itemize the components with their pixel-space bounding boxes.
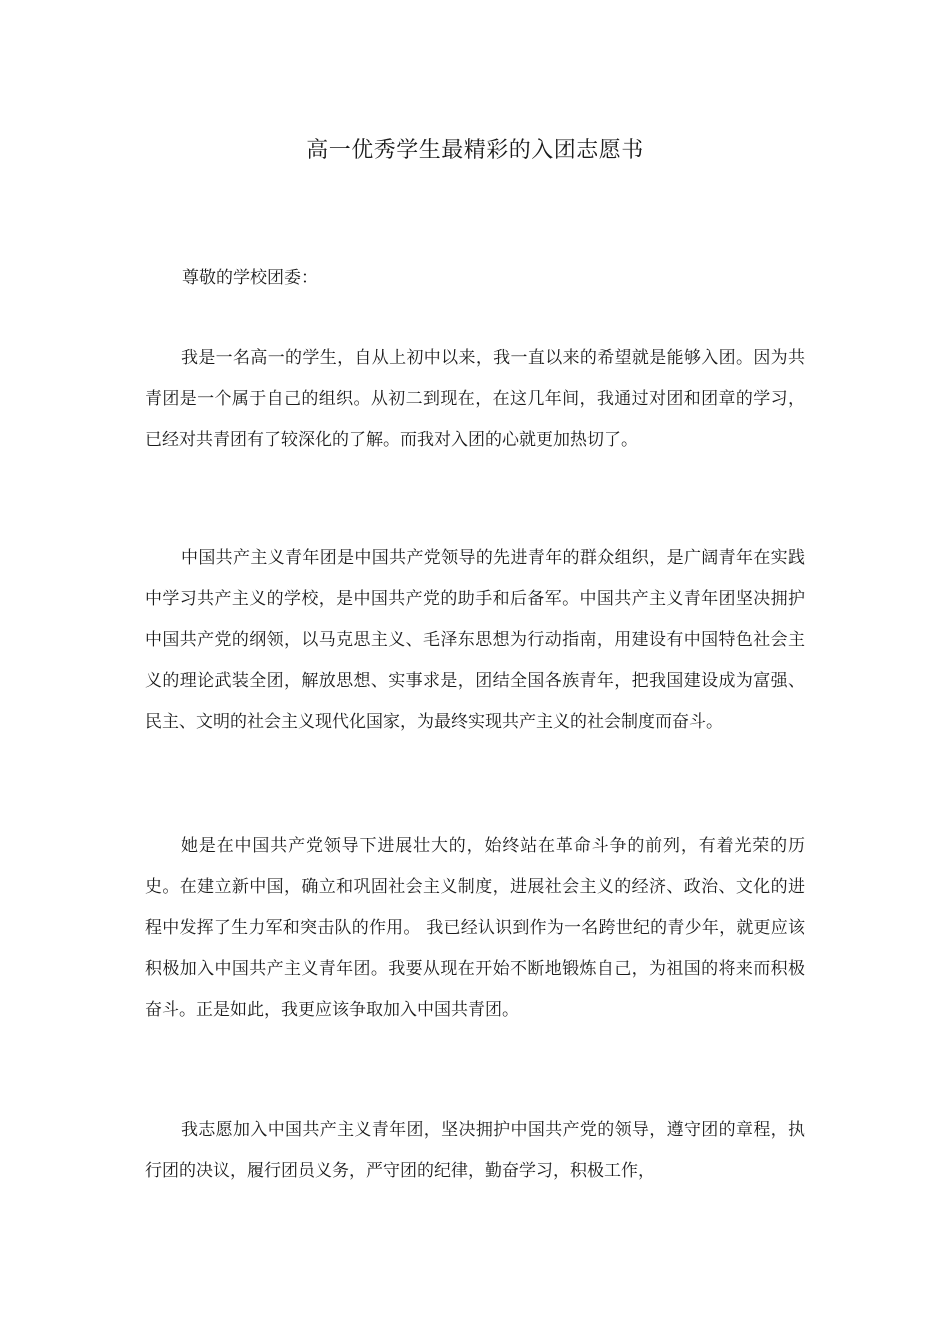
paragraph-4: 我志愿加入中国共产主义青年团，坚决拥护中国共产党的领导，遵守团的章程，执行团的决议，履行团员义务，严守团的纪律，勤奋学习，积极工作， bbox=[145, 1120, 805, 1181]
paragraph-1: 我是一名高一的学生，自从上初中以来，我一直以来的希望就是能够入团。因为共青团是一个属于自己的组织。从初二到现在，在这几年间，我通过对团和团章的学习，已经对共青团有了较深化的了解。而我对入团的心就更加热切了。 bbox=[145, 348, 805, 450]
document-title: 高一优秀学生最精彩的入团志愿书 bbox=[306, 138, 644, 163]
paragraph-2: 中国共产主义青年团是中国共产党领导的先进青年的群众组织，是广阔青年在实践中学习共产主义的学校，是中国共产党的助手和后备军。中国共产主义青年团坚决拥护中国共产党的纲领，以马克思主义、毛泽东思想为行动指南，用建设有中国特色社会主义的理论武装全团，解放思想、实事求是，团结全国各族青年，把我国建设成为富强、民主、文明的社会主义现代化国家，为最终实现共产主义的社会制度而奋斗。 bbox=[145, 548, 805, 732]
salutation: 尊敬的学校团委： bbox=[182, 268, 318, 288]
paragraph-3: 她是在中国共产党领导下进展壮大的，始终站在革命斗争的前列，有着光荣的历史。在建立新中国，确立和巩固社会主义制度，进展社会主义的经济、政治、文化的进程中发挥了生力军和突击队的作用。 我已经认识到作为一名跨世纪的青少年，就更应该积极加入中国共产主义青年团。我要从现在开始不断地锻炼自己，为祖国的将来而积极奋斗。正是如此，我更应该争取加入中国共青团。 bbox=[145, 836, 805, 1020]
